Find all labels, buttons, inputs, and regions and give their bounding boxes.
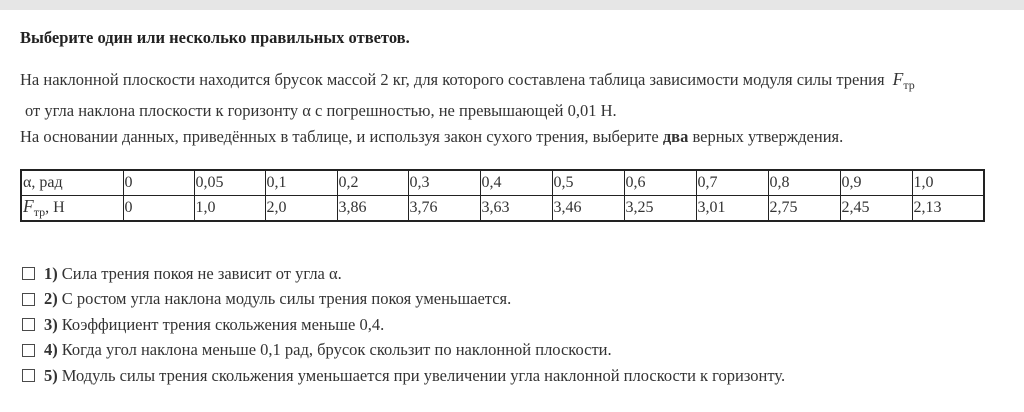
answer-checkbox-5[interactable] — [22, 369, 35, 382]
answer-option-1[interactable] — [22, 261, 785, 287]
angle-cell: 0,05 — [194, 170, 265, 196]
answer-checkbox-2[interactable] — [22, 293, 35, 306]
force-header-symbol — [23, 196, 46, 219]
answer-text: Сила трения покоя не зависит от угла α. — [61, 263, 342, 283]
angle-cell: 0,9 — [840, 170, 912, 196]
force-cell: 2,13 — [912, 196, 984, 222]
question-text — [20, 66, 1010, 150]
question-line-3 — [20, 124, 1010, 150]
answer-option-4[interactable] — [22, 338, 785, 364]
angle-cell: 0,7 — [696, 170, 768, 196]
force-cell: 2,75 — [768, 196, 840, 222]
angle-cell: 0,5 — [552, 170, 624, 196]
angle-cell: 0 — [123, 170, 194, 196]
answer-number: 4) — [44, 340, 58, 360]
angle-header-cell: α, рад — [21, 170, 123, 196]
force-cell: 3,46 — [552, 196, 624, 222]
angle-cell: 0,1 — [265, 170, 337, 196]
answer-option-2[interactable] — [22, 287, 785, 313]
force-row — [21, 196, 984, 222]
answer-checkbox-4[interactable] — [22, 344, 35, 357]
force-cell: 2,0 — [265, 196, 337, 222]
answer-text: Коэффициент трения скольжения меньше 0,4. — [61, 314, 385, 334]
answer-options — [22, 261, 785, 389]
answer-text: Когда угол наклона меньше 0,1 рад, брусок скользит по наклонной плоскости. — [61, 340, 612, 360]
question-line-3-bold: два — [662, 127, 689, 146]
top-strip — [0, 0, 1024, 10]
force-header-letter: F — [23, 196, 34, 216]
question-line-3-before: На основании данных, приведённых в таблице, и используя закон сухого трения, выберите — [20, 127, 663, 146]
answer-text: С ростом угла наклона модуль силы трения покоя уменьшается. — [61, 289, 512, 309]
force-symbol — [892, 69, 915, 92]
question-line-1 — [20, 66, 1010, 98]
angle-row — [21, 170, 984, 196]
answer-checkbox-3[interactable] — [22, 318, 35, 331]
angle-cell: 0,4 — [480, 170, 552, 196]
answer-option-3[interactable] — [22, 312, 785, 338]
answer-option-5[interactable] — [22, 363, 785, 389]
question-line-2: от угла наклона плоскости к горизонту α с погрешностью, не превышающей 0,01 Н. — [25, 101, 617, 120]
answer-number: 3) — [44, 314, 58, 334]
answer-number: 2) — [44, 289, 58, 309]
answer-number: 1) — [44, 263, 58, 283]
force-cell: 3,76 — [408, 196, 480, 222]
angle-cell: 0,8 — [768, 170, 840, 196]
force-header-subscript: тр — [33, 205, 46, 219]
answer-checkbox-1[interactable] — [22, 267, 35, 280]
force-cell: 3,86 — [337, 196, 408, 222]
force-header-cell — [21, 196, 123, 222]
task-instruction: Выберите один или несколько правильных ответов. — [20, 28, 410, 47]
force-cell: 2,45 — [840, 196, 912, 222]
force-header-unit: , Н — [45, 199, 65, 216]
answer-text: Модуль силы трения скольжения уменьшается при увеличении угла наклонной плоскости к горизонту. — [61, 365, 786, 385]
answer-number: 5) — [44, 365, 58, 385]
force-cell: 3,63 — [480, 196, 552, 222]
angle-cell: 0,3 — [408, 170, 480, 196]
force-cell: 3,25 — [624, 196, 696, 222]
angle-cell: 0,6 — [624, 170, 696, 196]
force-symbol-subscript: тр — [903, 78, 915, 92]
friction-data-table — [20, 169, 985, 222]
force-cell: 0 — [123, 196, 194, 222]
question-line-1-text: На наклонной плоскости находится брусок массой 2 кг, для которого составлена таблица зависимости модуля силы трения — [20, 70, 885, 89]
force-cell: 3,01 — [696, 196, 768, 222]
angle-cell: 1,0 — [912, 170, 984, 196]
force-symbol-letter: F — [892, 69, 904, 89]
question-line-3-after: верных утверждения. — [688, 127, 844, 146]
angle-cell: 0,2 — [337, 170, 408, 196]
force-cell: 1,0 — [194, 196, 265, 222]
